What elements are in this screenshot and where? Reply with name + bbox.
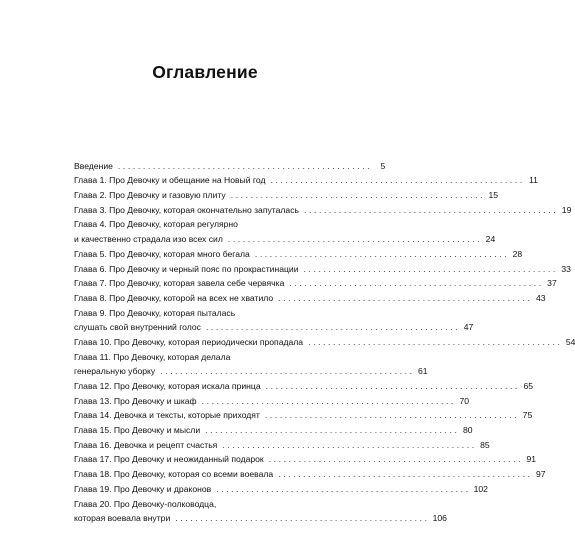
toc-entry <box>74 171 538 186</box>
toc-entry-title: Глава 17. Про Девочку и неожиданный подарок <box>74 454 264 465</box>
toc-dot-leader: ................................................... <box>303 263 558 274</box>
toc-entry <box>74 185 499 201</box>
toc-page-number: 11 <box>528 175 538 186</box>
toc-entry-title: Глава 4. Про Девочку, которая регулярно <box>74 219 238 230</box>
toc-dot-leader: ................................................... <box>227 234 483 245</box>
toc-dot-leader: ................................................... <box>308 336 563 347</box>
toc-entry-title: Глава 3. Про Девочку, которая окончательно запуталась <box>74 204 299 215</box>
toc-dot-leader: ................................................... <box>278 469 533 480</box>
toc-entry-title: генеральную уборку <box>74 366 156 377</box>
toc-entry-title: и качественно страдала изо всех сил <box>74 234 223 245</box>
toc-page-number: 28 <box>512 248 523 259</box>
toc-dot-leader: ................................................... <box>117 160 373 171</box>
toc-page-number: 15 <box>488 190 499 201</box>
toc-entry-title: Глава 6. Про Девочку и черный пояс по прокрастинации <box>74 263 299 274</box>
toc-dot-leader: ................................................... <box>222 439 477 450</box>
toc-entry <box>74 259 571 274</box>
toc-entry <box>74 215 328 230</box>
toc-entry-title: Глава 15. Про Девочку и мысли <box>74 425 201 436</box>
toc-dot-leader: ................................................... <box>230 190 486 201</box>
page-title: Оглавление <box>152 62 258 82</box>
toc-page-number: 65 <box>523 381 533 391</box>
toc-dot-leader: ................................................... <box>303 204 559 215</box>
toc-entry <box>74 200 572 215</box>
toc-entry-title: Глава 20. Про Девочку-полководца, <box>74 498 217 509</box>
toc-entry-title: Глава 10. Про Девочку, которая периодически пропадала <box>74 336 304 347</box>
toc-dot-leader: ................................................... <box>278 292 533 303</box>
toc-dot-leader: ................................................... <box>289 278 544 289</box>
toc-page-number: 80 <box>462 425 473 436</box>
toc-entry-title: Глава 7. Про Девочку, которая завела себе червячка <box>74 278 285 289</box>
toc-entry <box>74 303 328 318</box>
toc-entry <box>74 318 474 333</box>
toc-entry-title: Глава 18. Про Девочку, которая со всеми воевала <box>74 469 274 480</box>
toc-entry <box>74 274 557 289</box>
toc-dot-leader: ................................................... <box>216 483 471 494</box>
toc-entry <box>74 376 533 391</box>
toc-entry <box>74 420 473 436</box>
toc-entry <box>74 464 546 480</box>
toc-page-number: 106 <box>432 513 447 524</box>
table-of-contents <box>74 156 575 524</box>
toc-page-number: 97 <box>536 469 546 480</box>
toc-entry-title: Глава 14. Девочка и тексты, которые приходят <box>74 410 260 421</box>
toc-entry-title: слушать свой внутренний голос <box>74 322 201 333</box>
toc-dot-leader: ................................................... <box>265 381 520 391</box>
toc-page-number: 54 <box>565 336 575 347</box>
toc-page-number: 61 <box>418 366 428 377</box>
toc-dot-leader: ................................................... <box>254 248 510 259</box>
toc-dot-leader: ................................................... <box>205 425 460 436</box>
toc-entry <box>74 347 328 362</box>
toc-entry <box>74 435 490 450</box>
toc-entry <box>74 494 328 509</box>
toc-entry-title: Глава 13. Про Девочку и шкаф <box>74 395 197 406</box>
toc-entry <box>74 406 533 421</box>
toc-entry-title: Глава 1. Про Девочку и обещание на Новый год <box>74 175 266 186</box>
toc-page-number: 37 <box>547 278 557 289</box>
toc-entry <box>74 244 523 259</box>
toc-entry-title: Глава 12. Про Девочку, которая искала принца <box>74 381 261 391</box>
toc-entry-title: Глава 8. Про Девочку, которой на всех не хватило <box>74 292 274 303</box>
toc-entry <box>74 509 447 524</box>
toc-entry <box>74 288 546 303</box>
toc-page-number: 75 <box>522 410 533 421</box>
toc-entry <box>74 156 386 171</box>
toc-entry-title: Глава 11. Про Девочку, которая делала <box>74 351 231 362</box>
toc-entry <box>74 479 488 494</box>
toc-dot-leader: ................................................... <box>201 395 456 406</box>
toc-page-number: 33 <box>561 263 571 274</box>
toc-page-number: 19 <box>561 204 572 215</box>
toc-page-number: 85 <box>480 439 490 450</box>
toc-entry-title: Глава 2. Про Девочку и газовую плиту <box>74 190 226 201</box>
toc-entry <box>74 450 537 465</box>
toc-dot-leader: ................................................... <box>205 322 461 333</box>
toc-dot-leader: ................................................... <box>175 513 430 524</box>
toc-page-number: 43 <box>535 292 546 303</box>
toc-page-number: 5 <box>380 160 386 171</box>
toc-page-number: 24 <box>485 234 496 245</box>
toc-page-number: 91 <box>526 454 537 465</box>
toc-entry-title: Глава 16. Девочка и рецепт счастья <box>74 439 218 450</box>
toc-entry-title: Глава 5. Про Девочку, которая много бегала <box>74 248 250 259</box>
toc-page-number: 70 <box>459 395 469 406</box>
toc-dot-leader: ................................................... <box>264 410 520 421</box>
toc-page-number: 102 <box>473 483 488 494</box>
toc-dot-leader: ................................................... <box>270 175 525 186</box>
toc-entry <box>74 362 428 377</box>
toc-entry-title: Введение <box>74 160 113 171</box>
toc-entry <box>74 229 496 245</box>
toc-entry-title: Глава 19. Про Девочку и драконов <box>74 483 212 494</box>
toc-entry <box>74 391 469 406</box>
toc-entry-title: которая воевала внутри <box>74 513 171 524</box>
toc-dot-leader: ................................................... <box>160 366 415 377</box>
toc-dot-leader: ................................................... <box>268 454 524 465</box>
toc-entry-title: Глава 9. Про Девочку, которая пыталась <box>74 307 236 318</box>
toc-page-number: 47 <box>463 322 474 333</box>
toc-entry <box>74 332 575 347</box>
